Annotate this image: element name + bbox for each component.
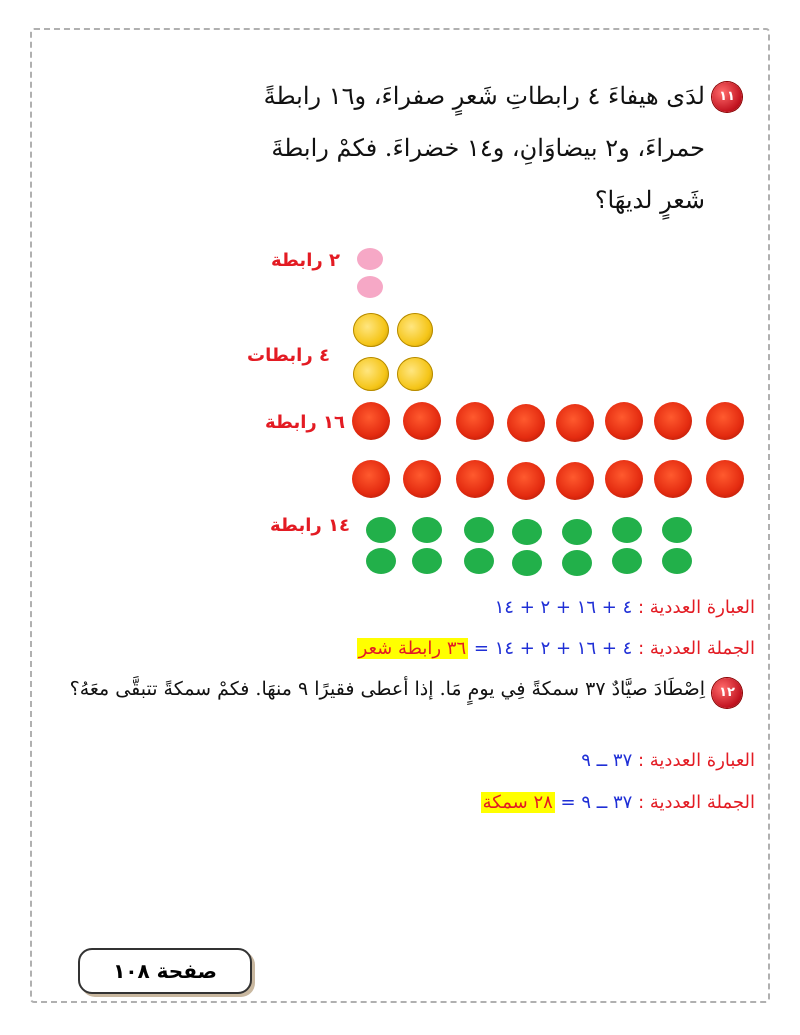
green-hair-tie: [412, 517, 442, 543]
sentence-answer: ٢٨ سمكة: [482, 792, 553, 813]
green-hair-tie: [662, 517, 692, 543]
question-12-number-badge: ١٢: [712, 678, 742, 708]
red-hair-tie: [507, 462, 545, 500]
yellow-hair-tie: [397, 313, 433, 347]
pink-hair-tie: [357, 248, 383, 270]
red-hair-tie: [706, 402, 744, 440]
page-border: [30, 28, 770, 1003]
green-hair-tie: [662, 548, 692, 574]
red-hair-tie: [456, 402, 494, 440]
sentence-value: ٤ + ١٦ + ٢ + ١٤ =: [473, 638, 633, 659]
page-number-label: صفحة ١٠٨: [113, 959, 217, 983]
red-hair-tie: [654, 402, 692, 440]
yellow-count-label: ٤ رابطات: [247, 345, 330, 366]
pink-hair-tie: [357, 276, 383, 298]
red-hair-tie: [507, 404, 545, 442]
green-hair-tie: [612, 517, 642, 543]
red-hair-tie: [605, 460, 643, 498]
sentence-value: ٣٧ ــ ٩ =: [560, 792, 633, 813]
expression-value: ٣٧ ــ ٩: [581, 750, 633, 771]
green-hair-tie: [512, 519, 542, 545]
yellow-hair-tie: [353, 313, 389, 347]
question-11-expression-row: [495, 597, 755, 618]
green-hair-tie: [562, 519, 592, 545]
green-hair-tie: [612, 548, 642, 574]
green-hair-tie: [412, 548, 442, 574]
green-hair-tie: [464, 548, 494, 574]
red-hair-tie: [352, 460, 390, 498]
green-hair-tie: [366, 517, 396, 543]
yellow-hair-tie: [353, 357, 389, 391]
red-hair-tie: [456, 460, 494, 498]
question-11-line-1: لدَى هيفاءَ ٤ رابطاتِ شَعرٍ صفراءَ، و١٦ رابطةً: [263, 82, 705, 110]
expression-value: ٤ + ١٦ + ٢ + ١٤: [494, 597, 633, 618]
pink-count-label: ٢ رابطة: [270, 250, 340, 271]
question-11-line-3: شَعرٍ لديهَا؟: [594, 186, 705, 214]
green-hair-tie: [512, 550, 542, 576]
green-hair-tie: [562, 550, 592, 576]
green-count-label: ١٤ رابطة: [270, 515, 350, 536]
question-12-expression-row: [581, 750, 755, 771]
green-hair-tie: [366, 548, 396, 574]
question-12-text: اِصْطَادَ صيَّادٌ ٣٧ سمكةً فِي يومٍ مَا. إذا أعطى فقيرًا ٩ منهَا. فكمْ سمكةً تتبقَّى معَهُ؟: [69, 678, 705, 700]
red-hair-tie: [654, 460, 692, 498]
red-count-label: ١٦ رابطة: [265, 412, 345, 433]
red-hair-tie: [403, 402, 441, 440]
question-11-number-badge: ١١: [712, 82, 742, 112]
red-hair-tie: [706, 460, 744, 498]
red-hair-tie: [556, 462, 594, 500]
question-11-sentence-row: [357, 638, 755, 659]
yellow-hair-tie: [397, 357, 433, 391]
expression-label: العبارة العددية :: [637, 750, 755, 771]
expression-label: العبارة العددية :: [637, 597, 755, 618]
red-hair-tie: [403, 460, 441, 498]
question-12-sentence-row: [481, 792, 755, 813]
sentence-label: الجملة العددية :: [638, 638, 755, 659]
red-hair-tie: [556, 404, 594, 442]
sentence-answer: ٣٦ رابطة شعر: [358, 638, 467, 659]
green-hair-tie: [464, 517, 494, 543]
sentence-label: الجملة العددية :: [638, 792, 755, 813]
page-number-box: [78, 948, 252, 994]
red-hair-tie: [352, 402, 390, 440]
question-11-line-2: حمراءَ، و٢ بيضاوَانِ، و١٤ خضراءَ. فكمْ رابطةَ: [271, 134, 705, 162]
red-hair-tie: [605, 402, 643, 440]
